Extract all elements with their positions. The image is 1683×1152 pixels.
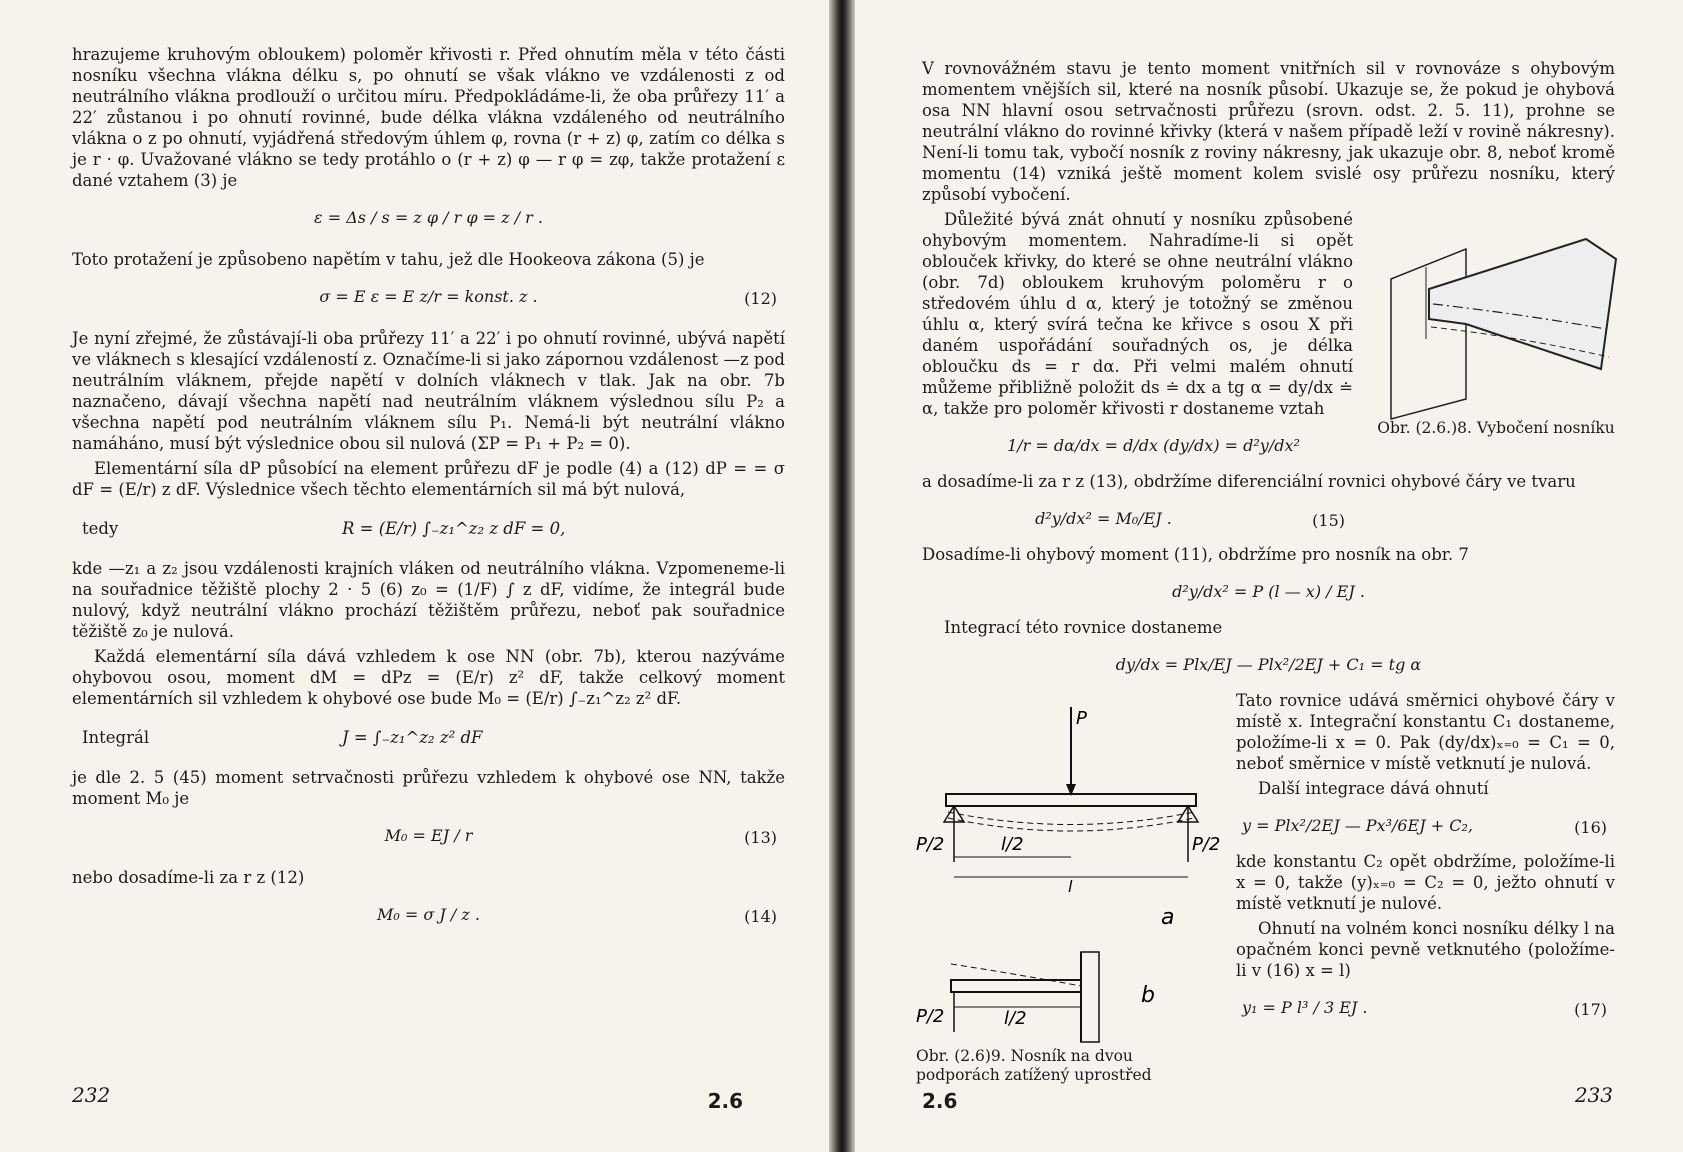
equation-inertia xyxy=(72,713,785,763)
figure-9 xyxy=(916,702,1221,1085)
right-page xyxy=(852,0,1683,1152)
equation-resultant xyxy=(72,504,785,554)
equation-text: R = (E/r) ∫₋z₁^z₂ z dF = 0, xyxy=(342,519,566,538)
free-end-load-label: P/2 xyxy=(916,1006,945,1027)
equation-text: ε = Δs / s = z φ / r φ = z / r . xyxy=(314,208,543,227)
equation-text: M₀ = EJ / r xyxy=(384,826,473,845)
beam-buckling-illustration xyxy=(1371,219,1621,419)
paragraph: Je nyní zřejmé, že zůstávají-li oba průřezy 11′ a 22′ i po ohnutí rovinné, ubývá napětí ve vláknech s klesající vzdáleností z. Označíme-li si jako zápornou vzdálenost —z pod neutrálním vláknem, přejde napětí v dolních vláknech v tlak. Jak na obr. 7b naznačeno, dávají všechna napětí nad neutrálním vláknem výslednou sílu P₂ a všechna napětí pod neutrálním vláknem sílu P₁. Nemá-li být neutrální vlákno namáháno, musí být výslednice obou sil nulová (ΣP = P₁ + P₂ = 0). xyxy=(72,329,785,453)
paragraph: hrazujeme kruhovým obloukem) poloměr křivosti r. Před ohnutím měla v této části nosníku všechna vlákna délku s, po ohnutí se však vlákno ve vzdálenosti z od neutrálního vlákna prodlouží o určitou míru. Předpokládáme-li, že oba průřezy 11′ a 22′ zůstanou i po ohnutí rovinné, bude délka vlákna vzdáleného od neutrálního vlákna o z po ohnutí, vyjádřená středovým úhlem φ, rovna (r + z) φ, zatím co délka s je r · φ. Uvažované vlákno se tedy protáhlo o (r + z) φ — r φ = zφ, takže protažení ε dané vztahem (3) je xyxy=(72,45,785,190)
equation-text: d²y/dx² = M₀/EJ . xyxy=(1035,509,1172,528)
cantilever-length-label: l/2 xyxy=(1004,1008,1027,1029)
equation-number: (16) xyxy=(1574,818,1607,837)
paragraph: Další integrace dává ohnutí xyxy=(1258,779,1489,798)
equation-13 xyxy=(72,815,785,861)
equation-number: (15) xyxy=(1312,511,1345,530)
figure-part-b-label: b xyxy=(1141,983,1155,1008)
paragraph: je dle 2. 5 (45) moment setrvačnosti průřezu vzhledem k ohybové ose NN, takže moment M₀ je xyxy=(72,768,785,808)
paragraph: Integrací této rovnice dostaneme xyxy=(944,618,1223,637)
equation-text: M₀ = σ J / z . xyxy=(377,905,480,924)
figure-9-caption: Obr. (2.6)9. Nosník na dvou podporách zatížený uprostřed xyxy=(916,1047,1152,1084)
reaction-right-label: P/2 xyxy=(1192,834,1221,855)
paragraph: Toto protažení je způsobeno napětím v tahu, jež dle Hookeova zákona (5) je xyxy=(72,250,705,269)
paragraph: Dosadíme-li ohybový moment (11), obdržíme pro nosník na obr. 7 xyxy=(922,545,1469,564)
equation-12 xyxy=(72,276,785,322)
equation-number: (17) xyxy=(1574,1000,1607,1019)
figure-8 xyxy=(1371,219,1621,438)
equation-number: (13) xyxy=(744,828,777,847)
figure-part-a-label: a xyxy=(1161,905,1175,930)
equation-14 xyxy=(72,894,785,940)
paragraph: Důležité bývá znát ohnutí y nosníku způsobené ohybovým momentem. Nahradíme-li si opět oblouček křivky, do které se ohne neutrální vlákno (obr. 7d) obloukem kruhovým poloměru r o středovém úhlu d α, který je totožný se změnou úhlu α, který svírá tečna ke křivce s osou X při daném uspořádání souřadných os, je délka obloučku ds = r dα. Při velmi malém ohnutí můžeme přibližně položit ds ≐ dx a tg α = dy/dx ≐ α, takže pro poloměr křivosti r dostaneme vztah xyxy=(922,210,1353,418)
equation-text: σ = E ε = E z/r = konst. z . xyxy=(319,287,538,306)
paragraph: Každá elementární síla dává vzhledem k ose NN (obr. 7b), kterou nazýváme ohybovou osou, moment dM = dPz = (E/r) z² dF, takže celkový moment elementárních sil vzhledem k ohybové ose bude M₀ = (E/r) ∫₋z₁^z₂ z² dF. xyxy=(72,647,785,708)
equation-16 xyxy=(922,805,1615,845)
paragraph: a dosadíme-li za r z (13), obdržíme diferenciální rovnici ohybové čáry ve tvaru xyxy=(922,472,1576,491)
left-page xyxy=(0,0,835,1152)
equation-text: dy/dx = Plx/EJ — Plx²/2EJ + C₁ = tg α xyxy=(1115,655,1422,674)
equation-curvature xyxy=(922,425,1615,465)
equation-text: 1/r = dα/dx = d/dx (dy/dx) = d²y/dx² xyxy=(1007,436,1300,455)
equation-number: (14) xyxy=(744,907,777,926)
paragraph: kde —z₁ a z₂ jsou vzdálenosti krajních vláken od neutrálního vlákna. Vzpomeneme-li na souřadnice těžiště plochy 2 · 5 (6) z₀ = (1/F) ∫ z dF, vidíme, že integrál bude nulový, když neutrální vlákno prochází těžištěm průřezu, neboť pak souřadnice těžiště z₀ je nulová. xyxy=(72,559,785,641)
page-number: 233 xyxy=(1574,1083,1613,1107)
section-number: 2.6 xyxy=(922,1089,958,1113)
paragraph: kde konstantu C₂ opět obdržíme, položíme-li x = 0, takže (y)ₓ₌₀ = C₂ = 0, ježto ohnutí v místě vetknutí je nulové. xyxy=(1236,852,1615,913)
paragraph: Tato rovnice udává směrnici ohybové čáry v místě x. Integrační konstantu C₁ dostaneme, položíme-li x = 0. Pak (dy/dx)ₓ₌₀ = C₁ = 0, neboť směrnice v místě vetknutí je nulová. xyxy=(1236,691,1615,773)
equation-15 xyxy=(922,498,1615,538)
equation-beam xyxy=(922,571,1615,611)
equation-integrated xyxy=(922,644,1615,684)
paragraph: Elementární síla dP působící na element průřezu dF je podle (4) a (12) dP = = σ dF = (E/r) z dF. Výslednice všech těchto elementárních sil má být nulová, xyxy=(72,459,785,499)
load-label: P xyxy=(1076,708,1087,729)
equation-text: d²y/dx² = P (l — x) / EJ . xyxy=(1172,582,1365,601)
figure-8-caption: Obr. (2.6.)8. Vybočení nosníku xyxy=(1377,419,1615,437)
equation-text: y = Plx²/2EJ — Px³/6EJ + C₂, xyxy=(1242,816,1473,835)
reaction-left-label: P/2 xyxy=(916,834,945,855)
paragraph: Ohnutí na volném konci nosníku délky l na opačném konci pevně vetknutého (položíme-li v (16) x = l) xyxy=(1236,919,1615,980)
equation-17 xyxy=(922,987,1615,1027)
equation-text: y₁ = P l³ / 3 EJ . xyxy=(1242,998,1368,1017)
equation-text: J = ∫₋z₁^z₂ z² dF xyxy=(342,728,483,747)
half-span-label: l/2 xyxy=(1001,834,1024,855)
equation-label: Integrál xyxy=(82,728,150,747)
equation-number: (12) xyxy=(744,289,777,308)
page-number: 232 xyxy=(72,1083,111,1107)
paragraph: V rovnovážném stavu je tento moment vnitřních sil v rovnováze s ohybovým momentem vnějších sil, které na nosník působí. Ukazuje se, že pokud je ohybová osa NN hlavní osou setrvačnosti průřezu (srovn. odst. 2. 5. 11), prohne se neutrální vlákno do rovinné křivky (která v našem případě leží v rovině nákresny). Není-li tomu tak, vybočí nosník z roviny nákresny, jak ukazuje obr. 8, neboť kromě momentu (14) vzniká ještě moment kolem svislé osy průřezu nosníku, který způsobí vybočení. xyxy=(922,59,1615,204)
span-label: l xyxy=(1068,877,1073,896)
equation-strain xyxy=(72,197,785,243)
section-number: 2.6 xyxy=(707,1089,743,1113)
equation-label: tedy xyxy=(82,519,119,538)
paragraph: nebo dosadíme-li za r z (12) xyxy=(72,868,305,887)
